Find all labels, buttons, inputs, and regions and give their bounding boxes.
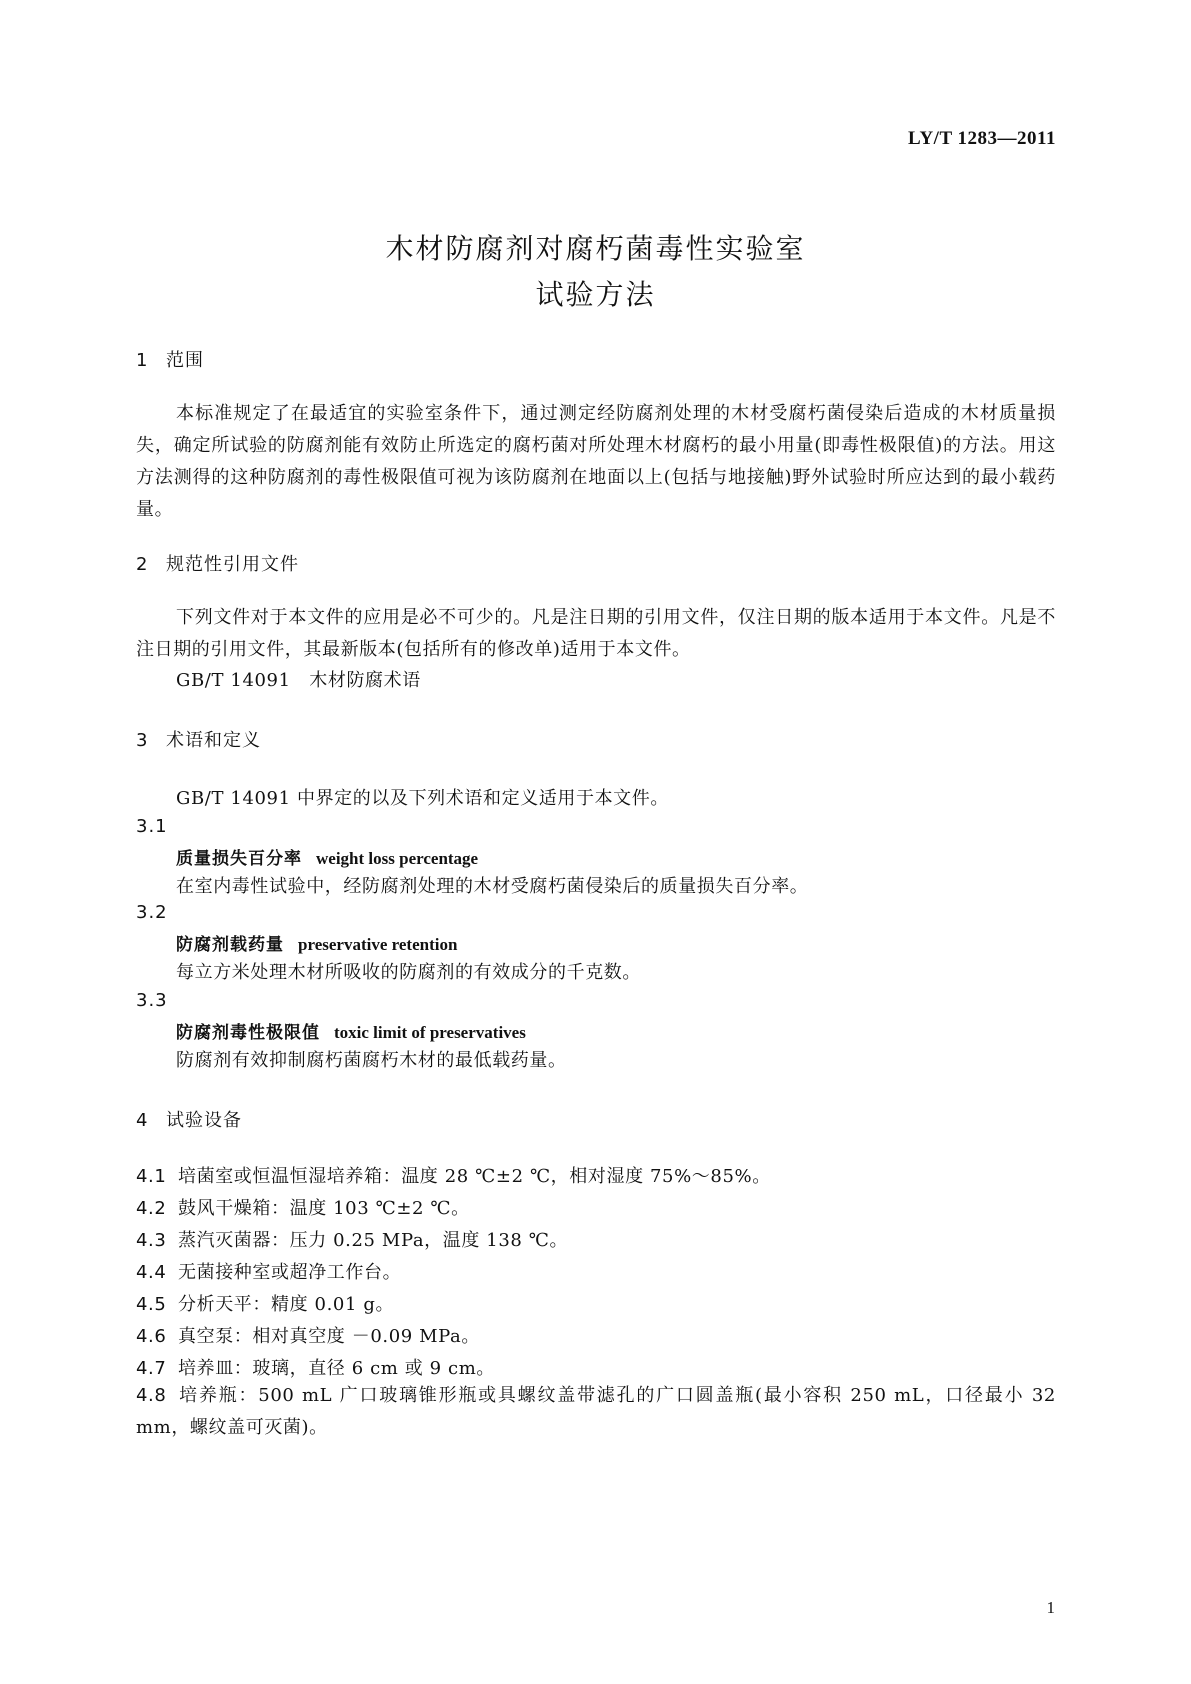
- section-title: 规范性引用文件: [166, 554, 299, 575]
- term-english: preservative retention: [298, 935, 458, 954]
- term-english: weight loss percentage: [316, 849, 479, 868]
- item-number: 4.3: [136, 1230, 167, 1251]
- item-text: 蒸汽灭菌器：压力 0.25 MPa，温度 138 ℃。: [178, 1230, 569, 1251]
- item-text: 真空泵：相对真空度 －0.09 MPa。: [178, 1326, 480, 1347]
- item-number: 4.4: [136, 1262, 167, 1283]
- item-number: 4.2: [136, 1198, 167, 1219]
- page-number: 1: [1046, 1598, 1055, 1617]
- item-text: 分析天平：精度 0.01 g。: [178, 1294, 395, 1315]
- term-chinese: 防腐剂毒性极限值: [176, 1023, 320, 1043]
- section-2-heading: [136, 550, 299, 576]
- equipment-item: [136, 1258, 401, 1284]
- section-1-heading: [136, 346, 204, 372]
- term-heading: [176, 1018, 526, 1043]
- term-number: 3.2: [136, 902, 168, 923]
- term-heading: [176, 930, 457, 955]
- section-number: 3: [136, 730, 149, 751]
- title-line-2: 试验方法: [535, 278, 656, 311]
- term-chinese: 防腐剂载药量: [176, 935, 284, 955]
- term-number: 3.1: [136, 816, 168, 837]
- equipment-item: [136, 1380, 1056, 1444]
- item-number: 4.8: [136, 1385, 167, 1406]
- section-number: 2: [136, 554, 149, 575]
- section-title: 试验设备: [166, 1110, 242, 1131]
- equipment-item: [136, 1322, 480, 1348]
- item-number: 4.7: [136, 1358, 167, 1379]
- item-number: 4.5: [136, 1294, 167, 1315]
- section-number: 1: [136, 350, 149, 371]
- term-number: 3.3: [136, 990, 168, 1011]
- term-definition: 在室内毒性试验中，经防腐剂处理的木材受腐朽菌侵染后的质量损失百分率。: [176, 876, 809, 897]
- section-3-heading: [136, 726, 261, 752]
- term-english: toxic limit of preservatives: [334, 1023, 526, 1042]
- section-4-heading: [136, 1106, 242, 1132]
- section-1-paragraph: 本标准规定了在最适宜的实验室条件下，通过测定经防腐剂处理的木材受腐朽菌侵染后造成的木材质量损失，确定所试验的防腐剂能有效防止所选定的腐朽菌对所处理木材腐朽的最小用量(即毒性极限值)的方法。用这方法测得的这种防腐剂的毒性极限值可视为该防腐剂在地面以上(包括与地接触)野外试验时所应达到的最小载药量。: [136, 403, 1056, 520]
- item-text: 培养皿：玻璃，直径 6 cm 或 9 cm。: [178, 1358, 496, 1379]
- term-definition: 每立方米处理木材所吸收的防腐剂的有效成分的千克数。: [176, 962, 641, 983]
- term-definition: 防腐剂有效抑制腐朽菌腐朽木材的最低载药量。: [176, 1050, 567, 1071]
- section-title: 范围: [166, 350, 204, 371]
- section-number: 4: [136, 1110, 149, 1131]
- section-title: 术语和定义: [166, 730, 261, 751]
- document-title: [0, 226, 1191, 318]
- term-chinese: 质量损失百分率: [176, 849, 302, 869]
- item-text: 培菌室或恒温恒湿培养箱：温度 28 ℃±2 ℃，相对湿度 75%～85%。: [178, 1166, 771, 1187]
- normative-reference: GB/T 14091 木材防腐术语: [176, 670, 421, 691]
- section-2-paragraph: 下列文件对于本文件的应用是必不可少的。凡是注日期的引用文件，仅注日期的版本适用于本文件。凡是不注日期的引用文件，其最新版本(包括所有的修改单)适用于本文件。: [136, 607, 1056, 660]
- item-number: 4.1: [136, 1166, 167, 1187]
- item-number: 4.6: [136, 1326, 167, 1347]
- standard-code: LY/T 1283—2011: [908, 128, 1056, 149]
- item-text: 无菌接种室或超净工作台。: [178, 1262, 402, 1283]
- title-line-1: 木材防腐剂对腐朽菌毒性实验室: [385, 232, 806, 265]
- term-heading: [176, 844, 478, 869]
- equipment-item: [136, 1354, 495, 1380]
- section-3-intro: GB/T 14091 中界定的以及下列术语和定义适用于本文件。: [176, 788, 669, 809]
- equipment-item: [136, 1290, 394, 1316]
- equipment-item: [136, 1194, 470, 1220]
- item-text: 培养瓶：500 mL 广口玻璃锥形瓶或具螺纹盖带滤孔的广口圆盖瓶(最小容积 250 mL，口径最小 32 mm，螺纹盖可灭菌)。: [136, 1385, 1056, 1438]
- item-text: 鼓风干燥箱：温度 103 ℃±2 ℃。: [178, 1198, 470, 1219]
- equipment-item: [136, 1162, 771, 1188]
- equipment-item: [136, 1226, 568, 1252]
